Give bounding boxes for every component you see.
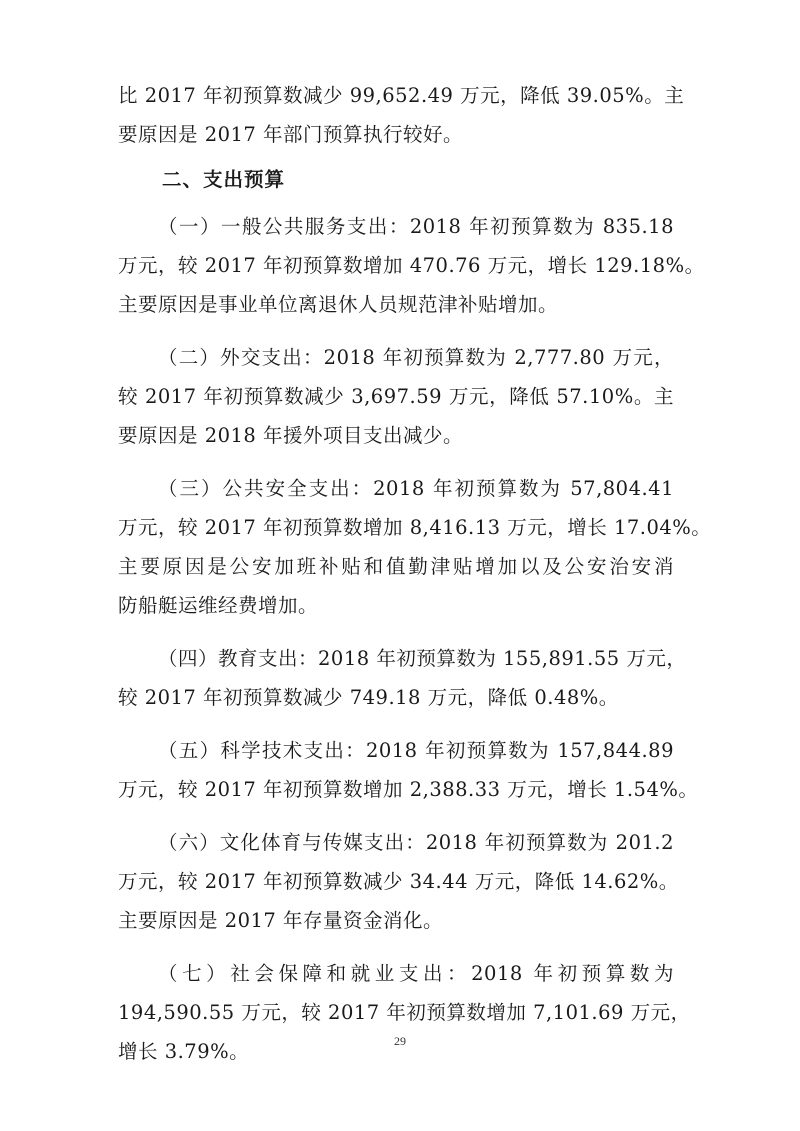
paragraph-item-7 xyxy=(118,954,691,1071)
document-body xyxy=(118,76,712,1071)
paragraph-item-3 xyxy=(118,469,712,625)
paragraph-item-4 xyxy=(118,639,687,717)
text-line: 万元，较 2017 年初预算数增加 8,416.13 万元，增长 17.04%。 xyxy=(118,516,712,539)
text-line: 万元，较 2017 年初预算数增加 2,388.33 万元，增长 1.54%。 xyxy=(118,778,699,801)
text-line: 比 2017 年初预算数减少 99,652.49 万元，降低 39.05%。主 xyxy=(118,84,685,107)
intro-paragraph xyxy=(118,76,685,154)
paragraph-item-1 xyxy=(118,207,705,324)
text-line: 主要原因是事业单位离退休人员规范津补贴增加。 xyxy=(118,293,559,316)
text-line: （二）外交支出：2018 年初预算数为 2,777.80 万元， xyxy=(158,346,674,369)
text-line: （三）公共安全支出：2018 年初预算数为 57,804.41 xyxy=(158,477,674,500)
text-line: 万元，较 2017 年初预算数增加 470.76 万元，增长 129.18%。 xyxy=(118,254,705,277)
paragraph-item-5 xyxy=(118,731,699,809)
page-number: 29 xyxy=(394,1034,406,1048)
text-line: （六）文化体育与传媒支出：2018 年初预算数为 201.2 xyxy=(158,831,674,854)
text-line: 主要原因是公安加班补贴和值勤津贴增加以及公安治安消 xyxy=(118,555,674,578)
paragraph-item-6 xyxy=(118,823,679,940)
text-line: 增长 3.79%。 xyxy=(118,1040,250,1063)
text-line: （四）教育支出：2018 年初预算数为 155,891.55 万元， xyxy=(158,647,687,670)
text-line: 万元，较 2017 年初预算数减少 34.44 万元，降低 14.62%。 xyxy=(118,870,679,893)
text-line: （五）科学技术支出：2018 年初预算数为 157,844.89 xyxy=(158,739,674,762)
text-line: 主要原因是 2017 年存量资金消化。 xyxy=(118,909,444,932)
text-line: 要原因是 2017 年部门预算执行较好。 xyxy=(118,123,464,146)
text-line: 较 2017 年初预算数减少 3,697.59 万元，降低 57.10%。主 xyxy=(118,385,674,408)
text-line: 194,590.55 万元，较 2017 年初预算数增加 7,101.69 万元， xyxy=(118,1001,691,1024)
text-line: （一）一般公共服务支出：2018 年初预算数为 835.18 xyxy=(158,215,674,238)
text-line: 较 2017 年初预算数减少 749.18 万元，降低 0.48%。 xyxy=(118,686,619,709)
text-line: 防船艇运维经费增加。 xyxy=(118,594,319,617)
text-line: （七）社会保障和就业支出：2018 年初预算数为 xyxy=(158,962,674,985)
section-heading: 二、支出预算 xyxy=(162,168,286,191)
paragraph-item-2 xyxy=(118,338,674,455)
text-line: 要原因是 2018 年援外项目支出减少。 xyxy=(118,424,464,447)
